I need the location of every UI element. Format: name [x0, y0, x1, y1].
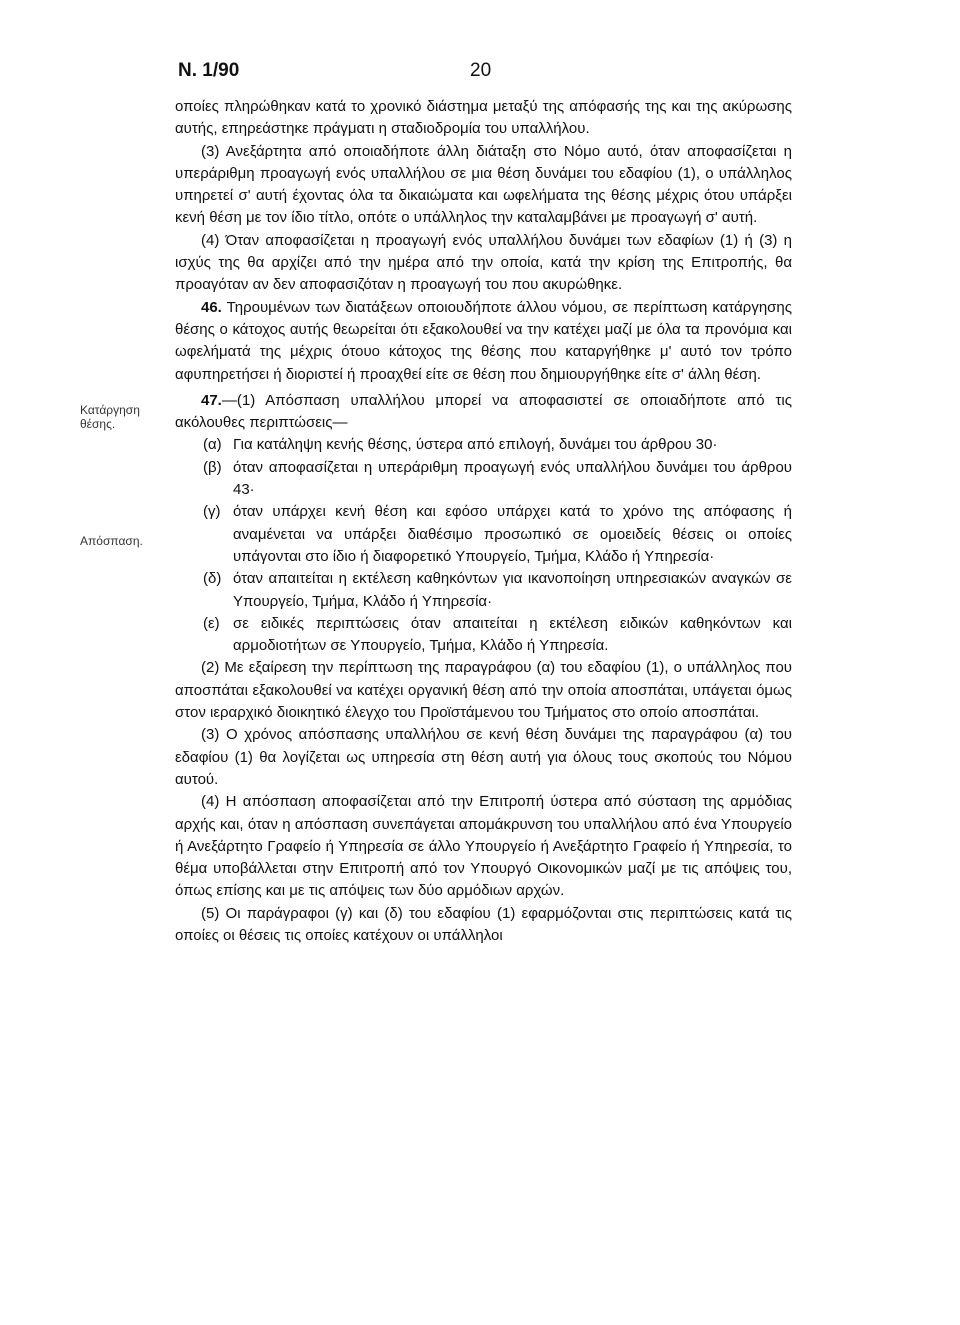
list-item	[175, 457, 792, 502]
section-text: —(1) Απόσπαση υπαλλήλου μπορεί να αποφασιστεί σε οποιαδήποτε από τις ακόλουθες περιπτώσεις—	[175, 391, 792, 432]
item-label: (ε)	[203, 614, 220, 632]
item-text: όταν απαιτείται η εκτέλεση καθηκόντων για ικανοποίηση υπηρεσιακών αναγκών σε Υπουργείο, Τμήμα, Κλάδο ή Υπηρεσία·	[233, 570, 792, 610]
paragraph: (2) Με εξαίρεση την περίπτωση της παραγράφου (α) του εδαφίου (1), ο υπάλληλος που αποσπάται εξακολουθεί να κατέχει οργανική θέση από την οποία αποσπάται, υπάγεται όμως στον ιεραρχικό διοικητικό έλεγχο του Προϊστάμενου του Τμήματος στο οποίο αποσπάται.	[175, 659, 792, 722]
section-number: 46.	[201, 298, 222, 316]
paragraph: (4) Όταν αποφασίζεται η προαγωγή ενός υπαλλήλου δυνάμει των εδαφίων (1) ή (3) η ισχύς της θα αρχίζει από την ημέρα από την οποία, κατά την κρίση της Επιτροπής, θα προαγόταν αν δεν αποφασιζόταν η προαγωγή του που ακυρώθηκε.	[175, 231, 792, 294]
item-label: (β)	[203, 458, 222, 476]
section-47	[175, 390, 792, 435]
list-item	[175, 568, 792, 613]
item-text: σε ειδικές περιπτώσεις όταν απαιτείται η εκτέλεση ειδικών καθηκόντων και αρμοδιοτήτων σε Υπουργείο, Τμήμα, Κλάδο ή Υπηρεσία.	[233, 614, 792, 655]
item-label: (δ)	[203, 570, 222, 588]
paragraph: (3) Ο χρόνος απόσπασης υπαλλήλου σε κενή θέση δυνάμει της παραγράφου (α) του εδαφίου (1) θα λογίζεται ως υπηρεσία στη θέση αυτή για όλους τους σκοπούς του Νόμου αυτού.	[175, 726, 792, 788]
item-label: (γ)	[203, 503, 221, 521]
list-item	[175, 501, 792, 568]
margin-note-secondment: Απόσπαση.	[80, 534, 143, 548]
page-number: 20	[470, 60, 492, 81]
law-reference: N. 1/90	[178, 60, 240, 81]
paragraph: (5) Οι παράγραφοι (γ) και (δ) του εδαφίου (1) εφαρμόζονται στις περιπτώσεις κατά τις οποίες οι θέσεις τις οποίες κατέχουν οι υπάλληλοι	[175, 904, 792, 944]
section-number: 47.	[201, 391, 222, 409]
paragraph: (3) Ανεξάρτητα από οποιαδήποτε άλλη διάταξη στο Νόμο αυτό, όταν αποφασίζεται η υπεράριθμη προαγωγή ενός υπαλλήλου σε μια θέση δυνάμει του εδαφίου (1), ο υπάλληλος υπηρετεί σ' αυτή έχοντας όλα τα δικαιώματα και ωφελήματα της θέσης μέχρις ότου υπάρξει κενή θέση με τον ίδιο τίτλο, οπότε ο υπάλληλος την καταλαμβάνει με προαγωγή σ' αυτή.	[175, 142, 792, 227]
item-label: (α)	[203, 436, 222, 454]
list-item	[175, 613, 792, 658]
margin-note-abolition: Κατάργηση θέσης.	[80, 403, 140, 431]
paragraph: (4) Η απόσπαση αποφασίζεται από την Επιτροπή ύστερα από σύσταση της αρμόδιας αρχής και, όταν η απόσπαση συνεπάγεται απομάκρυνση του υπαλλήλου από ένα Υπουργείο ή Ανεξάρτητο Γραφείο ή Υπηρεσία σε άλλο Υπουργείο ή Ανεξάρτητο Γραφείο ή Υπηρεσία, το θέμα υποβάλλεται στην Επιτροπή από τον Υπουργό Οικονομικών μαζί με τις απόψεις του, όπως επίσης και με τις απόψεις των δύο αρμόδιων αρχών.	[175, 793, 792, 900]
item-text: Για κατάληψη κενής θέσης, ύστερα από επιλογή, δυνάμει του άρθρου 30·	[233, 436, 718, 454]
section-text: Τηρουμένων των διατάξεων οποιουδήποτε άλλου νόμου, σε περίπτωση κατάργησης θέσης ο κάτοχος αυτής θεωρείται ότι εξακολουθεί να την κατέχει μαζί με όλα τα προνόμια και ωφελήματά της μέχρις ότουο κάτοχος της θέσης που καταργήθηκε μ' αυτό τον τρόπο αφυπηρετήσει ή διοριστεί ή προαχθεί είτε σε θέση που δημιουργήθηκε είτε σ' άλλη θέση.	[175, 298, 792, 383]
item-text: όταν αποφασίζεται η υπεράριθμη προαγωγή ενός υπαλλήλου δυνάμει του άρθρου 43·	[233, 458, 792, 499]
section-46	[175, 297, 792, 386]
list-item	[175, 434, 792, 456]
paragraph: οποίες πληρώθηκαν κατά το χρονικό διάστημα μεταξύ της απόφασής της και της ακύρωσης αυτής, επηρεάστηκε πράγματι η σταδιοδρομία του υπαλλήλου.	[175, 98, 792, 138]
document-body	[175, 96, 792, 947]
item-text: όταν υπάρχει κενή θέση και εφόσο υπάρχει κατά το χρόνο της απόφασης ή αναμένεται να υπάρξει διαθέσιμο προσωπικό σε ομοειδείς θέσεις οι οποίες υπάγονται στο ίδιο ή διαφορετικό Υπουργείο, Τμήμα, Κλάδο ή Υπηρεσία·	[233, 503, 792, 565]
